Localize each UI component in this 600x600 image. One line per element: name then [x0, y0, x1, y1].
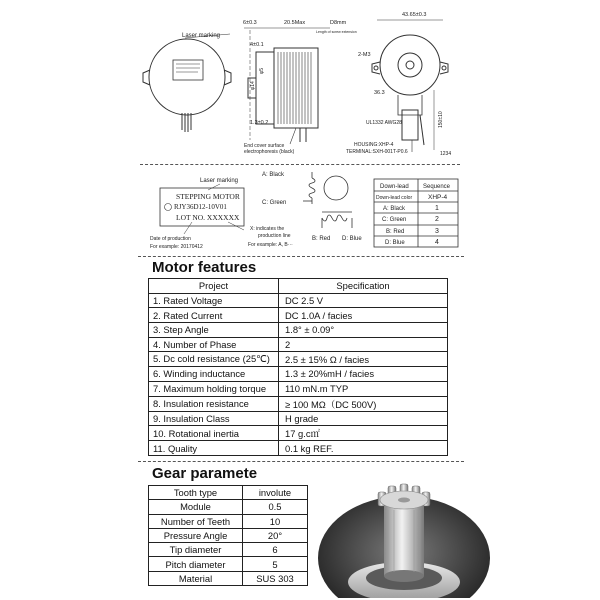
seq-sub-0: Down-lead color — [376, 195, 413, 201]
value-cell: 6 — [243, 543, 308, 557]
value-cell: SUS 303 — [243, 571, 308, 585]
dim-1-3: 1.3±0.2 — [250, 120, 269, 126]
gear-photo — [318, 470, 490, 598]
motor-features-title: Motor features — [152, 259, 257, 276]
front-view — [143, 34, 231, 132]
project-cell: 7. Maximum holding torque — [149, 381, 279, 396]
value-cell: 10 — [243, 514, 308, 528]
table-row — [149, 293, 448, 308]
seq-row-1-num: 2 — [435, 216, 439, 223]
project-cell: 5. Dc cold resistance (25℃) — [149, 352, 279, 367]
table-row — [149, 557, 308, 571]
seq-row-1-color: C: Green — [382, 217, 407, 223]
col-tooth-type: Tooth type — [149, 486, 243, 500]
separator-top — [140, 164, 460, 165]
x-example: For example: A, B··· — [248, 242, 293, 248]
table-header-row — [149, 279, 448, 294]
logo-icon — [165, 204, 172, 211]
dim-phi14: φ14 — [250, 81, 256, 90]
dim-2m3: 2-M3 — [358, 52, 371, 58]
param-cell: Tip diameter — [149, 543, 243, 557]
wire-a: A: Black — [262, 172, 285, 178]
label-line3: LOT NO. XXXXXX — [176, 213, 240, 222]
spec-cell: 0.1 kg REF. — [279, 441, 448, 456]
spec-cell: 2.5 ± 15% Ω / facies — [279, 352, 448, 367]
dim-43: 43.65±0.3 — [402, 12, 427, 18]
col-project: Project — [149, 279, 279, 294]
param-cell: Pressure Angle — [149, 528, 243, 542]
table-row — [149, 323, 448, 338]
project-cell: 9. Insulation Class — [149, 411, 279, 426]
seq-header-1: Sequence — [423, 184, 451, 190]
spec-cell: 1.8° ± 0.09° — [279, 323, 448, 338]
table-row — [149, 411, 448, 426]
separator-bottom — [138, 461, 464, 462]
housing-note: HOUSING:XHP-4 — [354, 142, 394, 148]
spec-cell: 17 g.c㎡ — [279, 426, 448, 441]
dim-phi5: φ5 — [259, 67, 265, 74]
dim-4: 4±0.1 — [250, 42, 264, 48]
table-row — [149, 441, 448, 456]
table-row — [149, 381, 448, 396]
table-row — [149, 426, 448, 441]
param-cell: Number of Teeth — [149, 514, 243, 528]
spec-cell: 2 — [279, 337, 448, 352]
value-cell: 0.5 — [243, 500, 308, 514]
date-example: For example: 20170412 — [150, 244, 203, 250]
param-cell: Material — [149, 571, 243, 585]
wire-c: C: Green — [262, 200, 287, 206]
label-line1: STEPPING MOTOR — [176, 192, 240, 201]
col-involute: involute — [243, 486, 308, 500]
project-cell: 6. Winding inductance — [149, 367, 279, 382]
project-cell: 10. Rotational inertia — [149, 426, 279, 441]
project-cell: 3. Step Angle — [149, 323, 279, 338]
table-row — [149, 528, 308, 542]
project-cell: 1. Rated Voltage — [149, 293, 279, 308]
table-row — [149, 514, 308, 528]
table-row — [149, 308, 448, 323]
dim-36: 36.3 — [374, 90, 385, 96]
table-row — [149, 396, 448, 411]
wiring-diagram — [303, 172, 352, 228]
table-row — [149, 500, 308, 514]
seq-row-0-color: A: Black — [383, 206, 406, 212]
dim-6: 6±0.3 — [243, 20, 257, 26]
technical-drawing — [0, 0, 600, 258]
project-cell: 4. Number of Phase — [149, 337, 279, 352]
end-cover-note-2: electrophoresis (black) — [244, 149, 295, 155]
seq-row-3-num: 4 — [435, 239, 439, 246]
project-cell: 11. Quality — [149, 441, 279, 456]
project-cell: 8. Insulation resistance — [149, 396, 279, 411]
label-laser-marking: Laser marking — [200, 178, 239, 184]
table-row — [149, 571, 308, 585]
dim-shaft: D8mm — [330, 20, 347, 26]
seq-header-0: Down-lead — [380, 184, 409, 190]
project-cell: 2. Rated Current — [149, 308, 279, 323]
seq-row-3-color: D: Blue — [385, 240, 405, 246]
x-note-1: X: indicates the — [250, 226, 285, 232]
spec-cell: DC 2.5 V — [279, 293, 448, 308]
dim-150: 150±10 — [438, 111, 444, 128]
spec-cell: H grade — [279, 411, 448, 426]
value-cell: 5 — [243, 557, 308, 571]
date-note: Date of production — [150, 236, 191, 242]
seq-sub-1: XHP-4 — [428, 194, 448, 201]
table-row — [149, 352, 448, 367]
table-row — [149, 367, 448, 382]
dim-shaft-note: Length of screw extension — [316, 30, 357, 34]
terminal-note: TERMINAL:SXH-001T-P0.6 — [346, 149, 408, 155]
param-cell: Module — [149, 500, 243, 514]
spec-cell: 110 mN.m TYP — [279, 381, 448, 396]
seq-row-2-num: 3 — [435, 228, 439, 235]
dim-width: 20.5Max — [284, 20, 306, 26]
table-row — [149, 543, 308, 557]
table-row — [149, 337, 448, 352]
front-laser-marking: Laser marking — [182, 33, 221, 39]
value-cell: 20° — [243, 528, 308, 542]
wire-d: D: Blue — [342, 236, 362, 242]
ul-note: UL1332 AWG28 — [366, 120, 402, 126]
spec-cell: 1.3 ± 20%mH / facies — [279, 367, 448, 382]
motor-features-table — [148, 278, 448, 456]
col-specification: Specification — [279, 279, 448, 294]
seq-row-0-num: 1 — [435, 205, 439, 212]
end-cover-note-1: End cover surface — [244, 143, 285, 149]
param-cell: Pitch diameter — [149, 557, 243, 571]
pin-numbers: 1234 — [440, 151, 452, 157]
x-note-2: production line — [258, 233, 291, 239]
separator-mid — [138, 256, 464, 257]
gear-title: Gear paramete — [152, 465, 258, 482]
label-line2: RJY36D12-10V01 — [174, 203, 227, 211]
seq-row-2-color: B: Red — [386, 229, 405, 235]
gear-table — [148, 485, 308, 586]
table-header-row — [149, 486, 308, 500]
spec-cell: DC 1.0A / facies — [279, 308, 448, 323]
spec-cell: ≥ 100 MΩ（DC 500V) — [279, 396, 448, 411]
wire-b: B: Red — [312, 236, 331, 242]
right-view — [372, 20, 448, 152]
